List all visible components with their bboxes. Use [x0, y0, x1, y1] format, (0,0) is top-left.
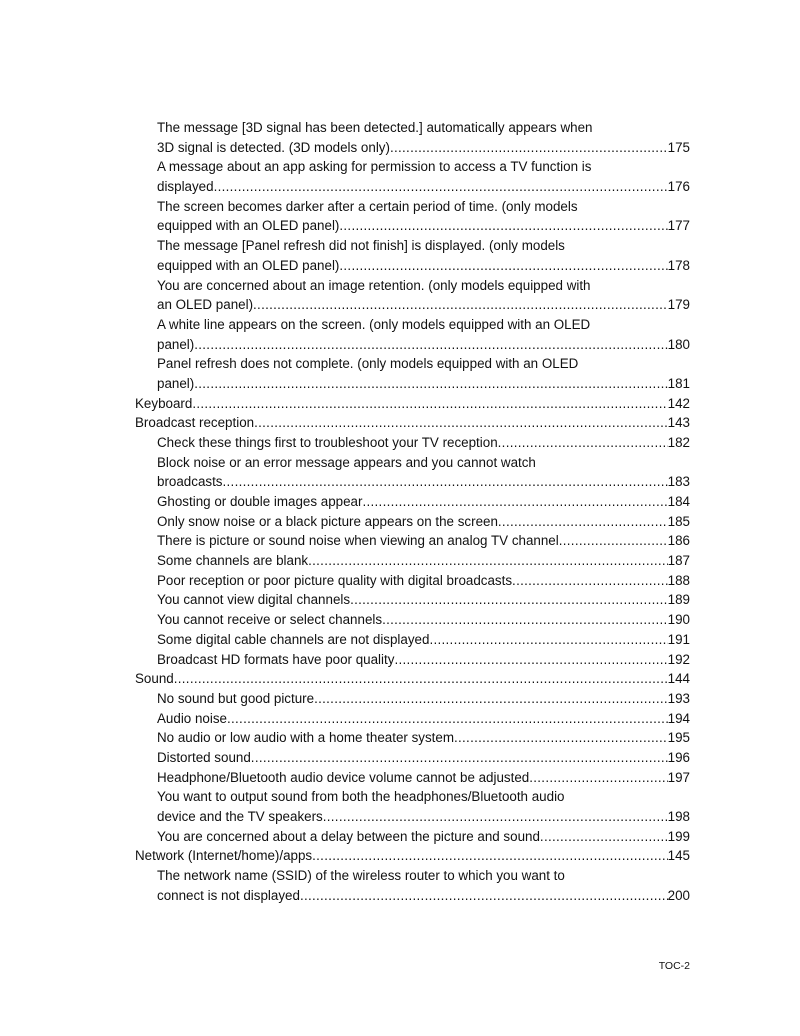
toc-entry[interactable] [135, 315, 690, 354]
dot-leader [174, 669, 668, 689]
toc-entry-title-line: Only snow noise or a black picture appears on the screen [157, 513, 498, 529]
toc-entry[interactable] [135, 118, 690, 157]
toc-entry-title-line: Block noise or an error message appears and you cannot watch [157, 454, 536, 470]
toc-entry[interactable] [135, 846, 690, 866]
toc-entry-title-line: Check these things first to troubleshoot your TV reception [157, 434, 498, 450]
toc-page-number: 178 [667, 257, 690, 273]
toc-entry[interactable] [135, 276, 690, 315]
dot-leader [194, 335, 667, 355]
toc-entry[interactable] [135, 197, 690, 236]
toc-entry[interactable] [135, 787, 690, 826]
dot-leader [339, 216, 667, 236]
toc-entry[interactable] [135, 827, 690, 847]
toc-entry[interactable] [135, 768, 690, 788]
toc-entry[interactable] [135, 531, 690, 551]
dot-leader [314, 689, 668, 709]
dot-leader [540, 827, 668, 847]
toc-entry-title-line: Distorted sound [157, 749, 251, 765]
toc-page-number: 181 [667, 375, 690, 391]
toc-entry-title-line: equipped with an OLED panel) [157, 257, 340, 273]
dot-leader [214, 177, 668, 197]
dot-leader [192, 394, 667, 414]
dot-leader [390, 138, 668, 158]
dot-leader [382, 610, 668, 630]
toc-page-number: 176 [667, 179, 690, 195]
dot-leader [300, 886, 668, 906]
toc-page-number: 199 [667, 828, 690, 844]
toc-entry-title-line: 3D signal is detected. (3D models only) [157, 139, 390, 155]
toc-page-number: 144 [667, 671, 690, 687]
toc-entry[interactable] [135, 433, 690, 453]
dot-leader [350, 591, 668, 611]
dot-leader [529, 768, 667, 788]
toc-entry[interactable] [135, 650, 690, 670]
toc-entry[interactable] [135, 453, 690, 492]
toc-page-number: 142 [667, 395, 690, 411]
dot-leader [362, 492, 667, 512]
toc-entry[interactable] [135, 354, 690, 393]
toc-entry-title-line: Audio noise [157, 710, 227, 726]
toc-entry[interactable] [135, 512, 690, 532]
toc-entry-title-line: Poor reception or poor picture quality with digital broadcasts [157, 572, 513, 588]
dot-leader [429, 630, 667, 650]
toc-page-number: 175 [667, 139, 690, 155]
toc-entry-title-line: Some channels are blank [157, 553, 309, 569]
toc-page-number: 197 [667, 769, 690, 785]
toc-entry-title-line: Panel refresh does not complete. (only models equipped with an OLED [157, 356, 579, 372]
toc-entry[interactable] [135, 571, 690, 591]
toc-entry-title-line: You want to output sound from both the headphones/Bluetooth audio [157, 789, 565, 805]
dot-leader [323, 807, 668, 827]
toc-entry-title-line: equipped with an OLED panel) [157, 218, 340, 234]
toc-entry-title-line: device and the TV speakers [157, 809, 323, 825]
toc-entry[interactable] [135, 394, 690, 414]
toc-entry[interactable] [135, 492, 690, 512]
toc-entry[interactable] [135, 630, 690, 650]
toc-page-number: 185 [667, 513, 690, 529]
toc-page-number: 143 [667, 415, 690, 431]
toc-entry[interactable] [135, 551, 690, 571]
dot-leader [223, 472, 668, 492]
toc-entry-title-line: You are concerned about a delay between the picture and sound [157, 828, 540, 844]
toc-entry[interactable] [135, 728, 690, 748]
toc-page-number: 184 [667, 494, 690, 510]
toc-page-number: 195 [667, 730, 690, 746]
dot-leader [308, 551, 668, 571]
toc-page-number: 192 [667, 651, 690, 667]
toc-entry-title-line: Network (Internet/home)/apps [135, 848, 313, 864]
toc-entry[interactable] [135, 591, 690, 611]
dot-leader [512, 571, 668, 591]
toc-entry-title-line: No audio or low audio with a home theater system [157, 730, 454, 746]
dot-leader [254, 413, 668, 433]
dot-leader [253, 295, 668, 315]
toc-entry[interactable] [135, 413, 690, 433]
toc-page-number: 196 [667, 749, 690, 765]
page-number-footer: TOC-2 [658, 960, 690, 972]
table-of-contents [135, 118, 690, 906]
toc-entry-title-line: No sound but good picture [157, 690, 315, 706]
toc-entry[interactable] [135, 709, 690, 729]
toc-entry[interactable] [135, 689, 690, 709]
toc-page-number: 177 [667, 218, 690, 234]
toc-entry[interactable] [135, 157, 690, 196]
toc-entry-title-line: You are concerned about an image retention. (only models equipped with [157, 277, 591, 293]
toc-entry[interactable] [135, 748, 690, 768]
dot-leader [559, 531, 668, 551]
toc-entry[interactable] [135, 866, 690, 905]
toc-entry-title-line: You cannot view digital channels [157, 592, 351, 608]
dot-leader [339, 256, 667, 276]
toc-page-number: 180 [667, 336, 690, 352]
toc-entry-title-line: connect is not displayed [157, 887, 300, 903]
toc-page-number: 198 [667, 809, 690, 825]
dot-leader [394, 650, 667, 670]
toc-page-number: 145 [667, 848, 690, 864]
toc-entry[interactable] [135, 610, 690, 630]
toc-entry-title-line: You cannot receive or select channels [157, 612, 383, 628]
dot-leader [227, 709, 668, 729]
toc-entry-title-line: A message about an app asking for permission to access a TV function is [157, 159, 592, 175]
dot-leader [251, 748, 668, 768]
toc-entry[interactable] [135, 236, 690, 275]
toc-page-number: 189 [667, 592, 690, 608]
toc-entry-title-line: Some digital cable channels are not displayed [157, 631, 430, 647]
toc-entry-title-line: broadcasts [157, 474, 223, 490]
dot-leader [194, 374, 667, 394]
toc-page-number: 190 [667, 612, 690, 628]
toc-entry-title-line: Headphone/Bluetooth audio device volume cannot be adjusted [157, 769, 530, 785]
toc-page-number: 179 [667, 297, 690, 313]
toc-page-number: 193 [667, 690, 690, 706]
toc-page-number: 191 [667, 631, 690, 647]
toc-page-number: 182 [667, 434, 690, 450]
toc-page-number: 188 [667, 572, 690, 588]
toc-entry-title-line: Ghosting or double images appear [157, 494, 363, 510]
toc-entry-title-line: The network name (SSID) of the wireless router to which you want to [157, 868, 565, 884]
toc-page-number: 200 [667, 887, 690, 903]
toc-entry-title-line: an OLED panel) [157, 297, 254, 313]
toc-page-number: 194 [667, 710, 690, 726]
toc-entry-title-line: The message [Panel refresh did not finish] is displayed. (only models [157, 238, 565, 254]
toc-page-number: 187 [667, 553, 690, 569]
toc-entry-title-line: A white line appears on the screen. (only models equipped with an OLED [157, 316, 591, 332]
toc-entry-title-line: displayed [157, 179, 214, 195]
toc-entry-title-line: panel) [157, 375, 195, 391]
toc-entry-title-line: panel) [157, 336, 195, 352]
toc-entry-title-line: Keyboard [135, 395, 193, 411]
toc-page-number: 186 [667, 533, 690, 549]
toc-entry[interactable] [135, 669, 690, 689]
toc-entry-title-line: There is picture or sound noise when viewing an analog TV channel [157, 533, 559, 549]
dot-leader [498, 512, 668, 532]
toc-entry-title-line: The screen becomes darker after a certain period of time. (only models [157, 198, 578, 214]
dot-leader [498, 433, 668, 453]
dot-leader [312, 846, 668, 866]
toc-entry-title-line: Broadcast reception [135, 415, 255, 431]
toc-entry-title-line: Broadcast HD formats have poor quality [157, 651, 395, 667]
toc-entry-title-line: The message [3D signal has been detected.] automatically appears when [157, 120, 593, 135]
toc-page-number: 183 [667, 474, 690, 490]
dot-leader [454, 728, 668, 748]
toc-entry-title-line: Sound [135, 671, 174, 687]
